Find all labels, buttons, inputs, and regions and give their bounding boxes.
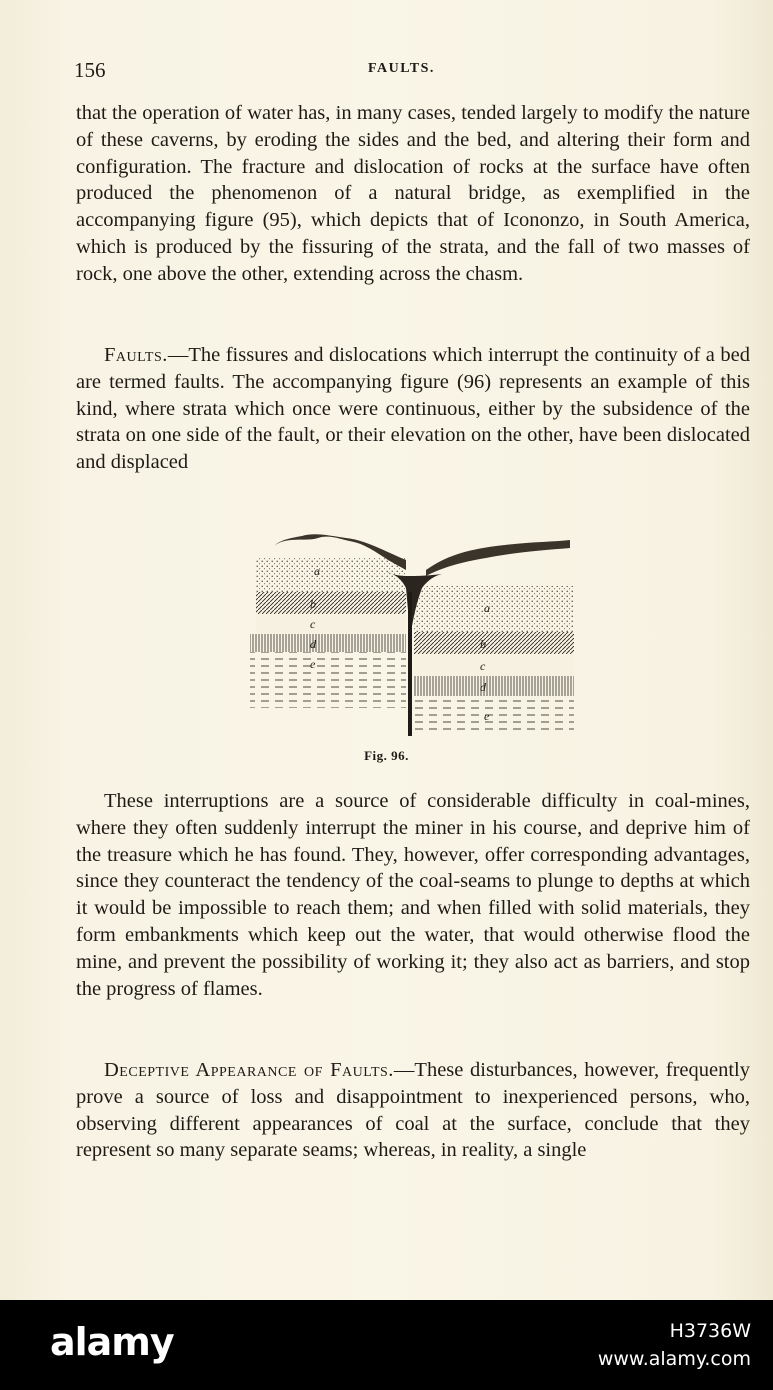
right-surface-rubble xyxy=(426,540,570,576)
label-right-a: a xyxy=(484,601,490,615)
right-bed-c xyxy=(414,654,574,676)
left-bed-a xyxy=(256,558,406,592)
label-right-d: d xyxy=(480,680,486,694)
right-bed-e xyxy=(414,696,574,734)
right-bed-b xyxy=(414,632,574,654)
figure-caption: Fig. 96. xyxy=(364,748,409,763)
left-bed-b xyxy=(256,592,406,614)
image-id: H3736W xyxy=(669,1320,751,1342)
paragraph-faults-body: —The fissures and dislocations which interrupt the continuity of a bed are termed faults. The accompanying figure (96) represents an example of this kind, where strata which once were continuous, either by the subsidence of the strata on one side of the fault, or their elevation on the other, have been dislocated and displaced xyxy=(76,344,750,474)
paragraph-deceptive-body: —These disturbances, however, frequently prove a source of loss and disappointment to inexperienced persons, who, observing different appearances of coal at the surface, conclude that they represent so many separate seams; whereas, in reality, a single xyxy=(76,1059,750,1162)
left-bed-e xyxy=(250,652,406,708)
fault-line xyxy=(408,592,412,736)
paragraph-interruptions-body: These interruptions are a source of considerable difficulty in coal-mines, where they often suddenly interrupt the miner in his course, and deprive him of the treasure which he has found. They, however, offer corresponding advantages, since they counteract the tendency of the coal-seams to plunge to depths at which it would be impossible to reach them; and when filled with solid materials, they form embankments which keep out the water, that would otherwise flood the mine, and prevent the possibility of working it; they also act as barriers, and stop the progress of flames. xyxy=(76,790,750,1000)
left-bed-d xyxy=(250,634,406,652)
running-head: FAULTS. xyxy=(368,61,435,76)
paragraph-deceptive-appearance xyxy=(76,1057,750,1164)
page-number: 156 xyxy=(74,58,106,82)
right-bed-d xyxy=(414,676,574,696)
alamy-logo: alamy xyxy=(50,1320,174,1364)
page-header xyxy=(74,52,754,86)
right-bed-a xyxy=(414,586,574,632)
left-bed-c xyxy=(256,614,406,634)
label-left-a: a xyxy=(314,564,320,578)
label-right-e: e xyxy=(484,709,490,723)
paragraph-natural-bridge: that the operation of water has, in many cases, tended largely to modify the nature of these caverns, by eroding the sides and the bed, and altering their form and configuration. The fracture and dislocation of rocks at the surface have often produced the phenomenon of a natural bridge, as exemplified in the accompanying figure (95), which depicts that of Icononzo, in South America, which is produced by the fissuring of the strata, and the fall of two masses of rock, one above the other, extending across the chasm. xyxy=(76,102,750,285)
fault-diagram xyxy=(246,530,580,740)
label-left-d: d xyxy=(310,637,316,651)
paragraph-faults xyxy=(76,342,750,476)
section-heading-deceptive: Deceptive Appearance of Faults. xyxy=(104,1059,394,1081)
label-right-c: c xyxy=(480,659,486,673)
label-left-e: e xyxy=(310,657,316,671)
label-right-b: b xyxy=(480,637,486,651)
left-strata xyxy=(250,534,406,708)
label-left-b: b xyxy=(310,597,316,611)
label-left-c: c xyxy=(310,617,316,631)
watermark-bar xyxy=(0,1300,773,1390)
site-url: www.alamy.com xyxy=(597,1348,751,1370)
section-heading-faults: Faults. xyxy=(104,344,168,366)
right-strata xyxy=(414,540,574,734)
paragraph-interruptions xyxy=(76,788,750,1002)
